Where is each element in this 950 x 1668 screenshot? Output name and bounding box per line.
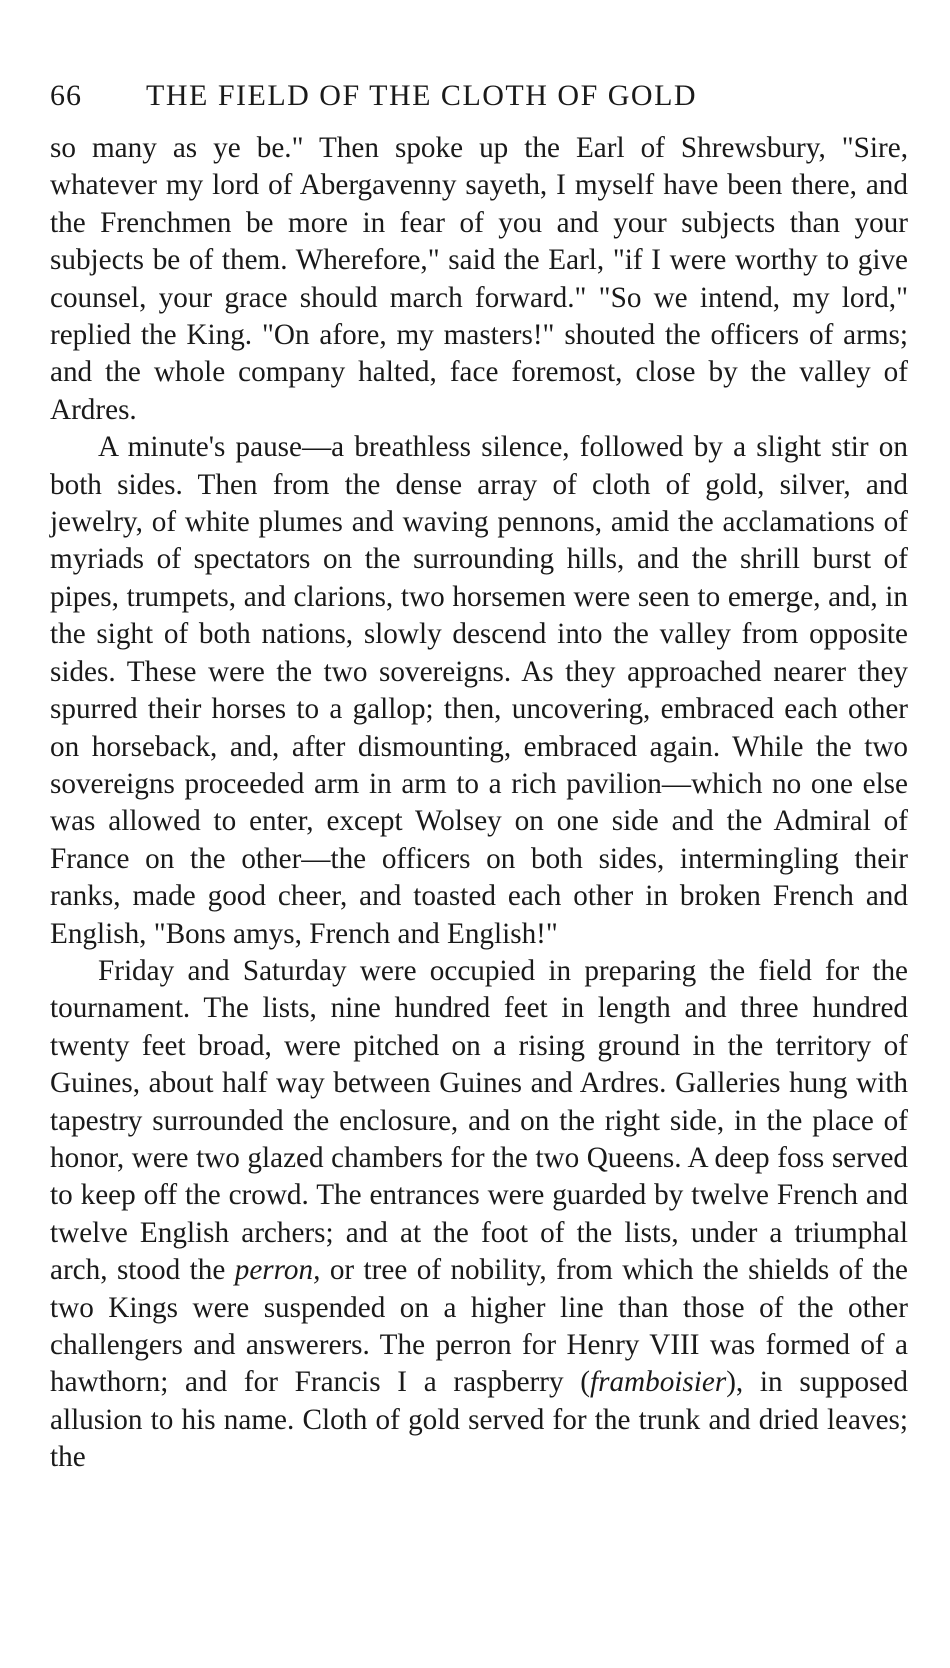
paragraph-2: A minute's pause—a breathless silence, followed by a slight stir on both sides. Then from the dense array of cloth of gold, silver, and jewelry, of white plumes and waving pennons, amid the acclamations of myriads of spectators on the surrounding hills, and the shrill burst of pipes, trumpets, and clarions, two horsemen were seen to emerge, and, in the sight of both nations, slowly descend into the valley from opposite sides. These were the two sovereigns. As they approached nearer they spurred their horses to a gallop; then, uncovering, embraced each other on horseback, and, after dismounting, embraced again. While the two sovereigns proceeded arm in arm to a rich pavilion—which no one else was allowed to enter, except Wolsey on one side and the Admiral of France on the other—the officers on both sides, intermingling their ranks, made good cheer, and toasted each other in broken French and English, "Bons amys, French and English!" (50, 431, 908, 950)
paragraph-1: so many as ye be." Then spoke up the Earl of Shrewsbury, "Sire, whatever my lord of Abergavenny sayeth, I myself have been there, and the Frenchmen be more in fear of you and your subjects than your subjects be of them. Wherefore," said the Earl, "if I were worthy to give counsel, your grace should march forward." "So we intend, my lord," replied the King. "On afore, my masters!" shouted the officers of arms; and the whole company halted, face foremost, close by the valley of Ardres. (50, 132, 908, 426)
paragraph-3 (50, 953, 908, 1477)
paragraph-3-text-1: Friday and Saturday were occupied in preparing the field for the tournament. The lists, nine hundred feet in length and three hundred twenty feet broad, were pitched on a rising ground in the territory of Guines, about half way between Guines and Ardres. Galleries hung with tapestry surrounded the enclosure, and on the right side, in the place of honor, were two glazed chambers for the two Queens. A deep foss served to keep off the crowd. The entrances were guarded by twelve French and twelve English archers; and at the foot of the lists, under a triumphal arch, stood the (50, 954, 908, 1287)
paragraph-3-text-2: or tree of nobility, from which the shields of the two Kings were suspended on a higher line than those of the other challengers and answerers. The perron for Henry VIII was formed of a hawthorn; and for Francis I a raspberry ( (50, 1254, 908, 1399)
body-text (50, 130, 908, 1477)
book-title: THE FIELD OF THE CLOTH OF GOLD (146, 79, 698, 112)
italic-perron: perron, (234, 1254, 321, 1287)
book-page (50, 72, 908, 1477)
paragraph-3-text-3: ), in supposed allusion to his name. Cloth of gold served for the trunk and dried leaves; the (50, 1366, 908, 1474)
page-number: 66 (50, 79, 82, 112)
italic-framboisier: framboisier (589, 1366, 727, 1399)
running-head (50, 72, 908, 120)
